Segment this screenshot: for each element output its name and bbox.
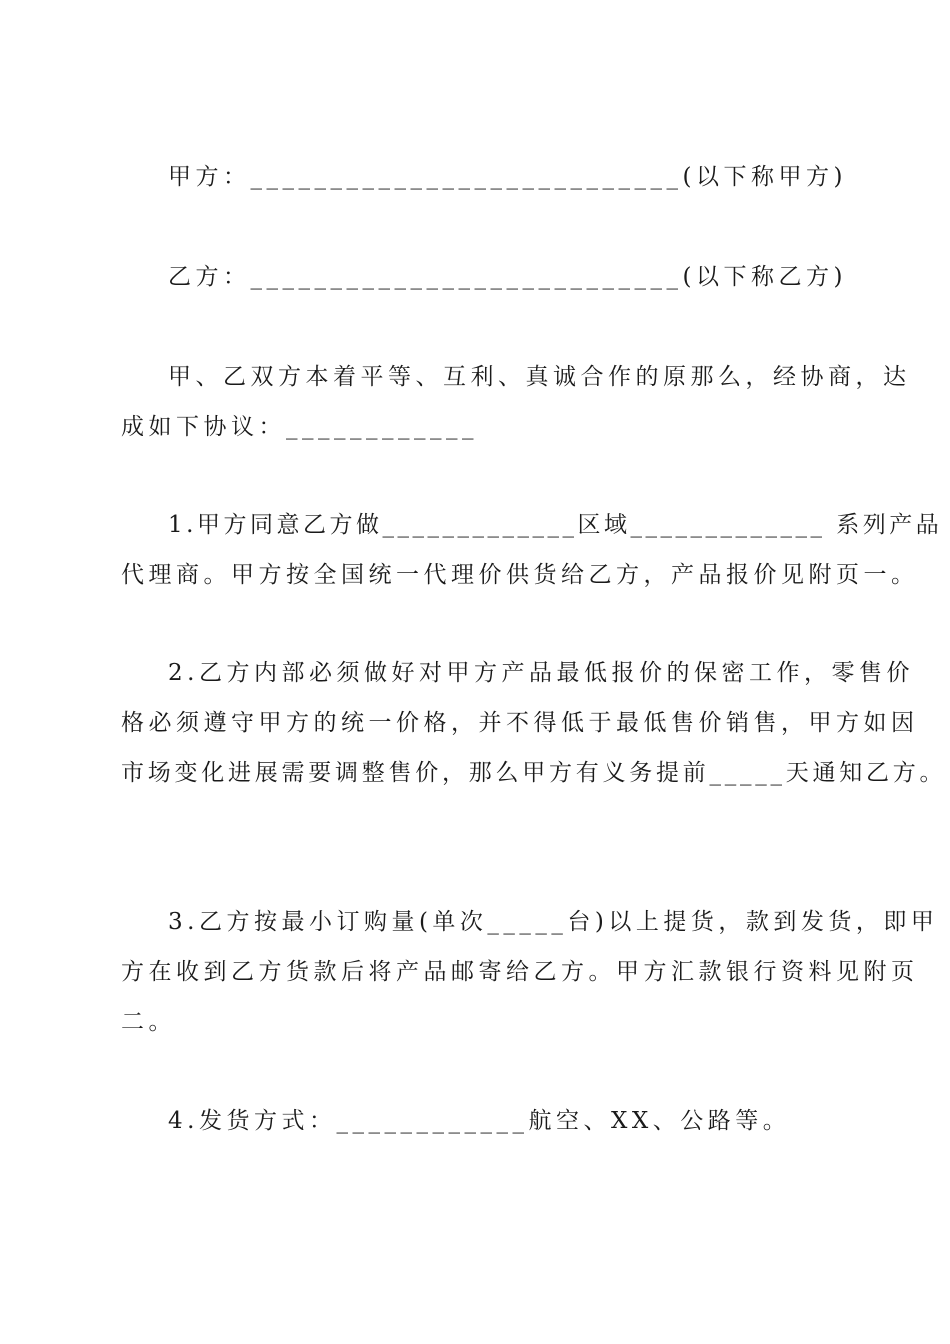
party-a-line: 甲方：___________________________(以下称甲方) <box>168 164 847 190</box>
preamble-line-2: 成如下协议：____________ <box>121 414 478 440</box>
clause-3-line-1: 3.乙方按最小订购量(单次_____台)以上提货，款到发货，即甲 <box>168 909 939 935</box>
clause-1-line-1: 1.甲方同意乙方做_____________区域_____________ 系列产品 <box>168 512 943 538</box>
clause-2-line-1: 2.乙方内部必须做好对甲方产品最低报价的保密工作，零售价 <box>168 660 914 686</box>
clause-4-line-1: 4.发货方式：____________航空、XX、公路等。 <box>168 1108 791 1134</box>
preamble-line-1: 甲、乙双方本着平等、互利、真诚合作的原那么，经协商，达 <box>168 364 911 390</box>
party-b-line: 乙方：___________________________(以下称乙方) <box>168 264 847 290</box>
clause-2-line-3: 市场变化进展需要调整售价，那么甲方有义务提前_____天通知乙方。 <box>121 760 947 786</box>
clause-2-line-2: 格必须遵守甲方的统一价格，并不得低于最低售价销售，甲方如因 <box>121 710 919 736</box>
clause-3-line-3: 二。 <box>121 1009 176 1035</box>
clause-1-line-2: 代理商。甲方按全国统一代理价供货给乙方，产品报价见附页一。 <box>121 562 919 588</box>
clause-3-line-2: 方在收到乙方货款后将产品邮寄给乙方。甲方汇款银行资料见附页 <box>121 959 919 985</box>
